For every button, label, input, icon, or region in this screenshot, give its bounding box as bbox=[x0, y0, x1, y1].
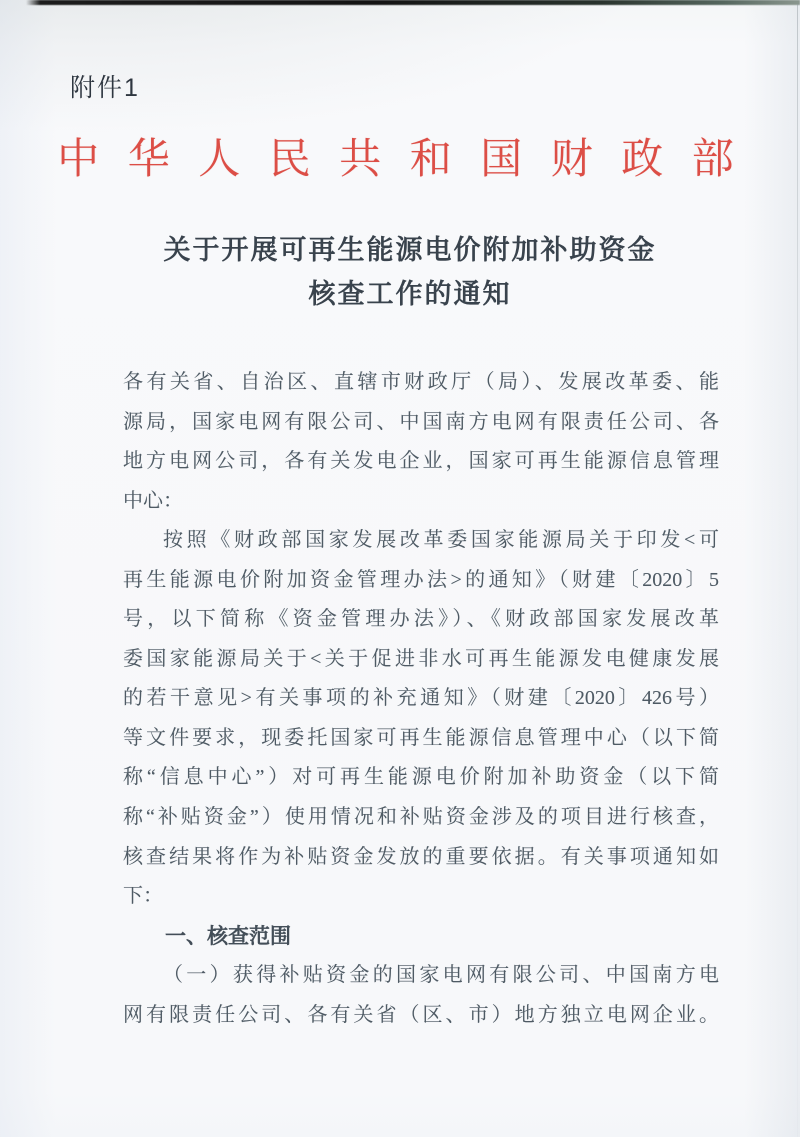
document-title-line2: 核查工作的通知 bbox=[308, 279, 512, 309]
section-heading: 一、核查范围 bbox=[165, 924, 291, 948]
document-line: 各有关省、自治区、直辖市财政厅（局）、发展改革委、能 bbox=[123, 371, 719, 393]
document-body bbox=[123, 363, 719, 1035]
document-line: 源局，国家电网有限公司、中国南方电网有限责任公司、各 bbox=[123, 410, 719, 433]
document-line: 称“信息中心”）对可再生能源电价附加补助资金（以下简 bbox=[123, 766, 719, 789]
ministry-title: 中 华 人 民 共 和 国 财 政 部 bbox=[57, 137, 743, 183]
document-line: 地方电网公司，各有关发电企业，国家可再生能源信息管理 bbox=[123, 450, 719, 473]
document-line: 号，以下简称《资金管理办法》）、《财政部国家发展改革 bbox=[123, 608, 719, 631]
scan-edge-artifact bbox=[26, 0, 800, 5]
document-line: 等文件要求，现委托国家可再生能源信息管理中心（以下简 bbox=[123, 726, 719, 749]
document-line: 称“补贴资金”）使用情况和补贴资金涉及的项目进行核查， bbox=[123, 806, 719, 829]
document-line: 中心： bbox=[123, 489, 183, 512]
document-line: 再生能源电价附加资金管理办法>的通知》（财建〔2020〕5 bbox=[123, 568, 719, 591]
document-line: 网有限责任公司、各有关省（区、市）地方独立电网企业。 bbox=[123, 1003, 719, 1026]
document-line: 委国家能源局关于<关于促进非水可再生能源发电健康发展 bbox=[123, 647, 719, 670]
document-line: （一）获得补贴资金的国家电网有限公司、中国南方电 bbox=[163, 964, 719, 987]
document-title-line1: 关于开展可再生能源电价附加补助资金 bbox=[163, 235, 657, 265]
document-line: 下： bbox=[123, 885, 163, 908]
document-line: 按照《财政部国家发展改革委国家能源局关于印发<可 bbox=[163, 529, 719, 552]
document-title bbox=[20, 228, 800, 316]
attachment-label: 附件1 bbox=[70, 74, 140, 102]
document-line: 核查结果将作为补贴资金发放的重要依据。有关事项通知如 bbox=[123, 845, 719, 868]
document-line: 的若干意见>有关事项的补充通知》（财建〔2020〕426号） bbox=[123, 687, 719, 710]
